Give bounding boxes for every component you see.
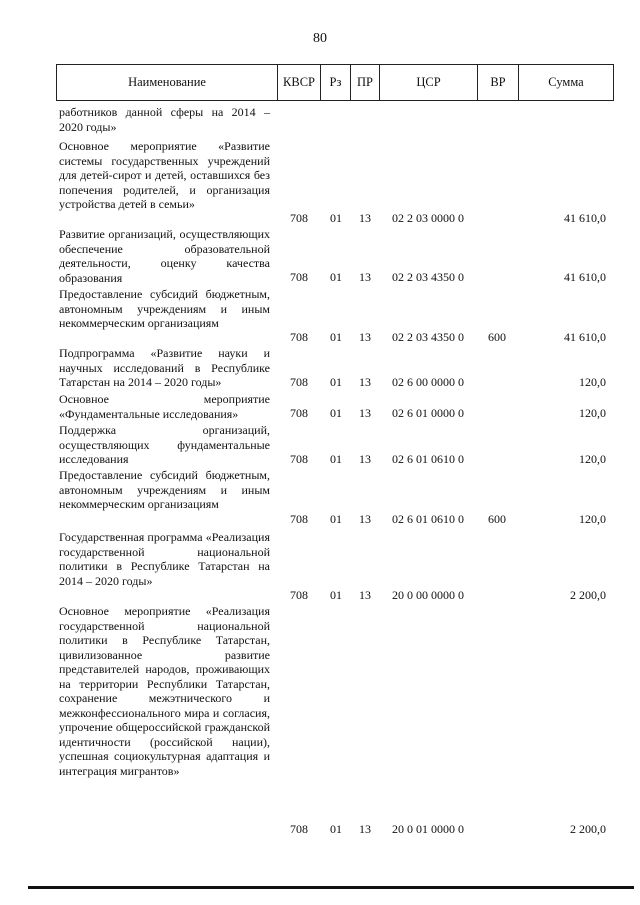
header-vr xyxy=(477,64,519,101)
row-name-text: Предоставление субсидий бюджетным, автономным учреждениям и иным некоммерческим организациям xyxy=(59,287,270,330)
header-vr-label: ВР xyxy=(490,75,506,89)
header-kvsr xyxy=(277,64,321,101)
cell-csr: 02 6 00 0000 0 xyxy=(392,375,464,389)
row-name-text: Развитие организаций, осуществляющих обеспечение образовательной деятельности, оценку качества образования xyxy=(59,227,270,285)
header-pr-label: ПР xyxy=(357,75,373,89)
row-name-text: работников данной сферы на 2014 – 2020 годы» xyxy=(59,105,270,134)
cell-csr: 02 2 03 0000 0 xyxy=(392,211,464,225)
cell-sum: 2 200,0 xyxy=(570,588,606,602)
cell-rz: 01 xyxy=(330,375,342,389)
cell-pr: 13 xyxy=(359,452,371,466)
cell-pr: 13 xyxy=(359,822,371,836)
cell-vr: 600 xyxy=(488,512,506,526)
cell-rz: 01 xyxy=(330,270,342,284)
cell-sum: 120,0 xyxy=(579,406,606,420)
table-row-name xyxy=(59,392,270,421)
row-name-text: Основное мероприятие «Развитие системы государственных учреждений для детей-сирот и детей, оставшихся без попечения родителей, и организация устройства детей в семьи» xyxy=(59,139,270,211)
cell-sum: 120,0 xyxy=(579,512,606,526)
cell-rz: 01 xyxy=(330,406,342,420)
header-rz-label: Рз xyxy=(329,75,342,89)
table-row-name xyxy=(59,105,270,134)
row-name-text: Предоставление субсидий бюджетным, автономным учреждениям и иным некоммерческим организациям xyxy=(59,468,270,511)
table-row-name xyxy=(59,346,270,390)
cell-sum: 2 200,0 xyxy=(570,822,606,836)
cell-pr: 13 xyxy=(359,406,371,420)
table-row-name xyxy=(59,604,270,778)
cell-rz: 01 xyxy=(330,452,342,466)
table-row-name xyxy=(59,139,270,212)
page-number: 80 xyxy=(313,31,327,46)
cell-sum: 41 610,0 xyxy=(564,330,606,344)
cell-csr: 02 6 01 0610 0 xyxy=(392,452,464,466)
cell-kvsr: 708 xyxy=(290,588,308,602)
cell-pr: 13 xyxy=(359,330,371,344)
cell-pr: 13 xyxy=(359,211,371,225)
cell-rz: 01 xyxy=(330,330,342,344)
cell-vr: 600 xyxy=(488,330,506,344)
table-row-name xyxy=(59,423,270,467)
cell-csr: 02 6 01 0610 0 xyxy=(392,512,464,526)
cell-pr: 13 xyxy=(359,588,371,602)
page-bottom-rule xyxy=(28,886,634,889)
row-name-text: Подпрограмма «Развитие науки и научных исследований в Республике Татарстан на 2014 – 2020 годы» xyxy=(59,346,270,389)
cell-csr: 20 0 01 0000 0 xyxy=(392,822,464,836)
header-name-label: Наименование xyxy=(128,75,206,89)
cell-kvsr: 708 xyxy=(290,406,308,420)
cell-kvsr: 708 xyxy=(290,822,308,836)
table-row-name xyxy=(59,468,270,512)
cell-pr: 13 xyxy=(359,375,371,389)
cell-kvsr: 708 xyxy=(290,270,308,284)
header-name xyxy=(56,64,278,101)
header-sum-label: Сумма xyxy=(548,75,584,89)
cell-kvsr: 708 xyxy=(290,211,308,225)
cell-rz: 01 xyxy=(330,211,342,225)
row-name-text: Поддержка организаций, осуществляющих фундаментальные исследования xyxy=(59,423,270,466)
header-csr-label: ЦСР xyxy=(416,75,441,89)
table-row-name xyxy=(59,287,270,331)
cell-pr: 13 xyxy=(359,512,371,526)
header-csr xyxy=(379,64,478,101)
table-row-name xyxy=(59,530,270,588)
header-kvsr-label: КВСР xyxy=(283,75,315,89)
cell-kvsr: 708 xyxy=(290,452,308,466)
row-name-text: Основное мероприятие «Реализация государственной национальной политики в Республике Татарстан, цивилизованное развитие представителей народов, проживающих на территории Республики Татарстан, сохранение межэтнического и межконфессионального мира и согласия, упрочение общероссийской гражданской идентичности (российской нации), успешная социокультурная адаптация и интеграция мигрантов» xyxy=(59,604,270,778)
cell-rz: 01 xyxy=(330,588,342,602)
cell-sum: 41 610,0 xyxy=(564,270,606,284)
cell-csr: 02 2 03 4350 0 xyxy=(392,330,464,344)
cell-sum: 41 610,0 xyxy=(564,211,606,225)
cell-csr: 20 0 00 0000 0 xyxy=(392,588,464,602)
cell-csr: 02 2 03 4350 0 xyxy=(392,270,464,284)
cell-sum: 120,0 xyxy=(579,452,606,466)
cell-pr: 13 xyxy=(359,270,371,284)
cell-sum: 120,0 xyxy=(579,375,606,389)
row-name-text: Государственная программа «Реализация государственной национальной политики в Республике Татарстан на 2014 – 2020 годы» xyxy=(59,530,270,588)
cell-kvsr: 708 xyxy=(290,375,308,389)
cell-rz: 01 xyxy=(330,512,342,526)
table-row-name xyxy=(59,227,270,285)
cell-kvsr: 708 xyxy=(290,330,308,344)
cell-kvsr: 708 xyxy=(290,512,308,526)
header-pr xyxy=(350,64,380,101)
header-sum xyxy=(518,64,614,101)
cell-rz: 01 xyxy=(330,822,342,836)
cell-csr: 02 6 01 0000 0 xyxy=(392,406,464,420)
header-rz xyxy=(320,64,351,101)
row-name-text: Основное мероприятие «Фундаментальные исследования» xyxy=(59,392,270,421)
